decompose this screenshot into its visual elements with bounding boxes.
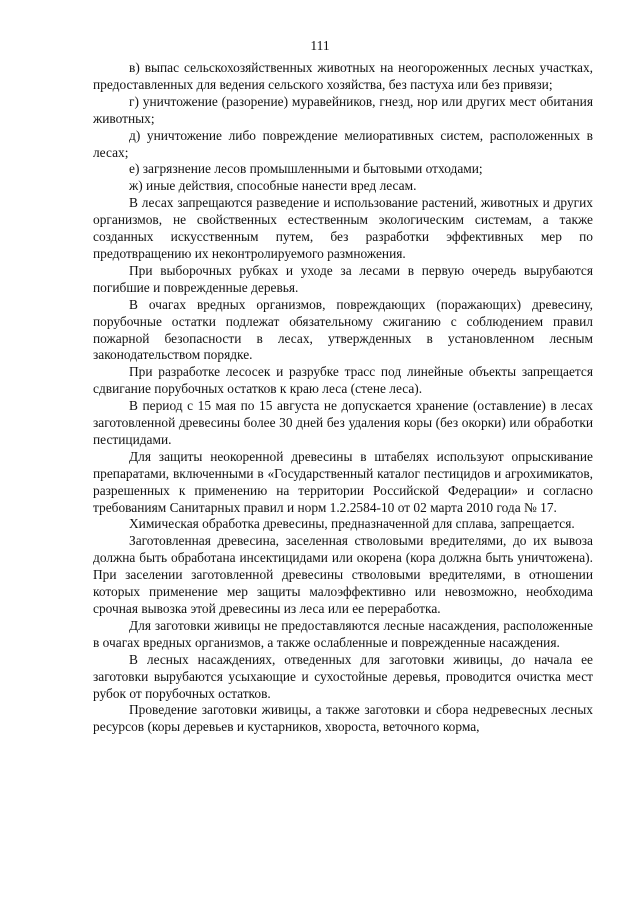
paragraph-infested-wood: Заготовленная древесина, заселенная стволовыми вредителями, до их вывоза должна быть обработана инсектицидами или окорена (кора должна быть уничтожена). При заселении заготовленной древесины стволовыми вредителями, в отношении которых применение мер защиты малоэффективно или невозможно, необходима срочная вывозка этой древесины из леса или ее переработка. (93, 533, 593, 616)
paragraph-resin-restrictions: Для заготовки живицы не предоставляются лесные насаждения, расположенные в очагах вредных организмов, а также ослабленные и поврежденные насаждения. (93, 617, 593, 650)
paragraph-item-zh: ж) иные действия, способные нанести вред лесам. (129, 178, 417, 194)
paragraph-item-e: е) загрязнение лесов промышленными и бытовыми отходами; (129, 161, 483, 177)
paragraph-non-timber-resources: Проведение заготовки живицы, а также заготовки и сбора недревесных лесных ресурсов (коры деревьев и кустарников, хвороста, веточного корма, (93, 702, 593, 735)
paragraph-item-v: в) выпас сельскохозяйственных животных на неогороженных лесных участках, предоставленных для ведения сельского хозяйства, без пастуха или без привязи; (93, 60, 593, 92)
paragraph-resin-preparation: В лесных насаждениях, отведенных для заготовки живицы, до начала ее заготовки вырубаются усыхающие и сухостойные деревья, проводится очистка мест рубок от порубочных остатков. (93, 651, 593, 701)
paragraph-pest-foci: В очагах вредных организмов, повреждающих (поражающих) древесину, порубочные остатки подлежат обязательному сжиганию с соблюдением правил пожарной безопасности в лесах, утвержденных в установленном лесным законодательством порядке. (93, 296, 593, 363)
paragraph-cutting-areas: При разработке лесосек и разрубке трасс под линейные объекты запрещается сдвигание порубочных остатков к краю леса (стене леса). (93, 364, 593, 397)
paragraph-protection-spraying: Для защиты неокоренной древесины в штабелях используют опрыскивание препаратами, включенными в «Государственный каталог пестицидов и агрохимикатов, разрешенных к применению на территории Российской Федерации» и согласно требованиям Санитарных правил и норм 1.2.2584-10 от 02 марта 2010 года № 17. (93, 448, 593, 515)
paragraph-selective-felling: При выборочных рубках и уходе за лесами в первую очередь вырубаются погибшие и поврежденные деревья. (93, 262, 593, 295)
paragraph-storage-period: В период с 15 мая по 15 августа не допускается хранение (оставление) в лесах заготовленной древесины более 30 дней без удаления коры (без окорки) или обработки пестицидами. (93, 398, 593, 447)
document-body (93, 60, 593, 736)
paragraph-introduction-ban: В лесах запрещаются разведение и использование растений, животных и других организмов, не свойственных естественным экологическим системам, а также созданных искусственным путем, без разработки эффективных мер по предотвращению их неконтролируемого размножения. (93, 195, 593, 261)
paragraph-item-g: г) уничтожение (разорение) муравейников, гнезд, нор или других мест обитания животных; (93, 93, 593, 126)
paragraph-item-d: д) уничтожение либо повреждение мелиоративных систем, расположенных в лесах; (93, 127, 593, 160)
paragraph-chemical-treatment: Химическая обработка древесины, предназначенной для сплава, запрещается. (129, 516, 575, 532)
page-number: 111 (310, 38, 330, 53)
